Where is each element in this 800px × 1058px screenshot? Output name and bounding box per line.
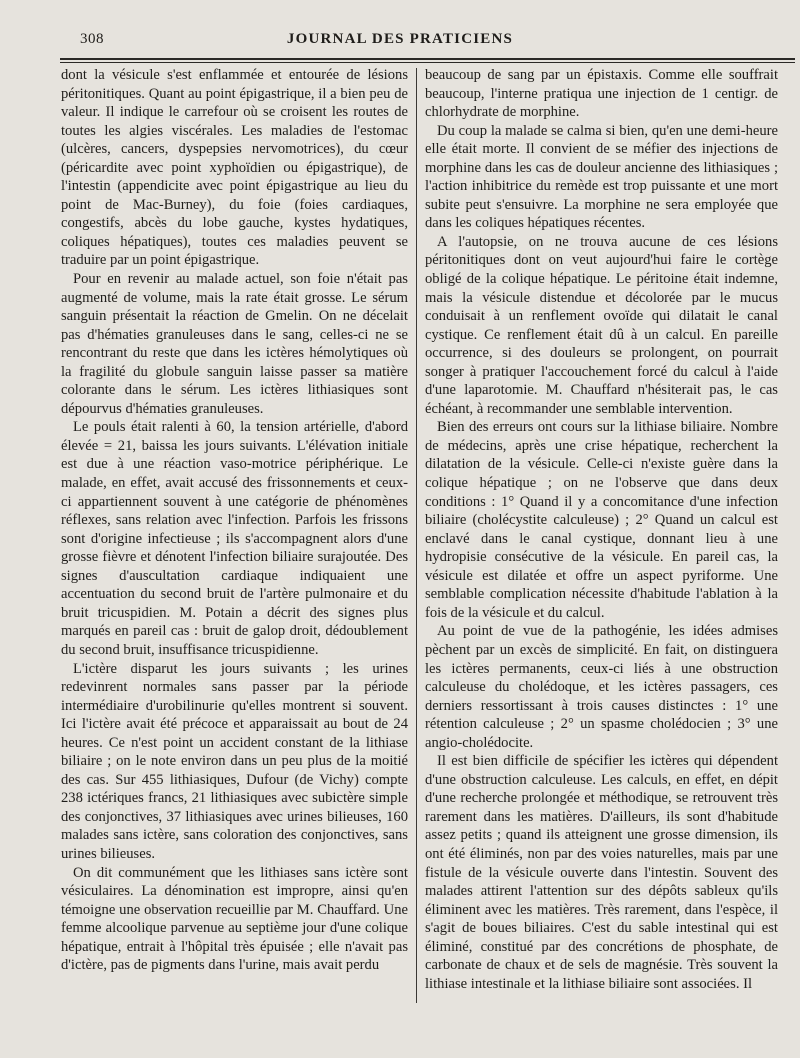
paragraph: Il est bien difficile de spécifier les ictères qui dépendent d'une obstruction calculeuse. Les calculs, en effet, en dépit d'une recherche prolongée et méthodique, se retrouvent très rarement dans les matières. D'ailleurs, ils sont d'habitude assez petits ; quand ils atteignent une grosse dimension, ils ont été éliminés, non par des voies naturelles, mais par une fistule de la vésicule ouverte dans l'intestin. Souvent des malades attirent l'attention sur des dépôts sableux qu'ils éliminent avec les matières. Très rarement, dans l'espèce, il s'agit de boues biliaires. C'est du sable intestinal qui est éliminé, constitué par des concrétions de phosphate, de carbonate de chaux et de sels de magnésie. Très souvent la lithiase intestinale et la lithiase biliaire sont associées. Il (425, 753, 778, 992)
paragraph: dont la vésicule s'est enflammée et entourée de lésions péritonitiques. Quant au point épigastrique, il a bien peu de valeur. Il indique le carrefour où se croisent les routes de toutes les algies viscérales. Les maladies de l'estomac (ulcères, cancers, dyspepsies nervomotrices), du cœur (péricardite avec point xyphoïdien ou épigastrique), de l'intestin (appendicite avec point épigastrique au lieu du point de Mac-Burney), du foie (foies cardiaques, congestifs, abcès du lobe gauche, kystes hydatiques, coliques hépatiques), toutes ces maladies peuvent se traduire par un point épigastrique. (61, 67, 408, 269)
paragraph: Du coup la malade se calma si bien, qu'en une demi-heure elle était morte. Il convient de se méfier des injections de morphine dans les cas de douleur ancienne des lithiasiques ; l'action inhibitrice du remède est trop puissante et une mort subite peut s'ensuivre. La morphine ne sera employée que dans les coliques hépatiques récentes. (425, 122, 778, 232)
column-divider (416, 68, 417, 1003)
paragraph: Bien des erreurs ont cours sur la lithiase biliaire. Nombre de médecins, après une crise hépatique, recherchent la dilatation de la vésicule. Celle-ci n'existe guère dans la colique hépatique ; on ne l'observe que dans deux conditions : 1° Quand il y a concomitance d'une infection biliaire (cholécystite calculeuse) ; 2° Quand un calcul est enclavé dans le canal cystique, donnant lieu à une hydropisie consécutive de la vésicule. En pareil cas, la vésicule est dilatée et offre un aspect pyriforme. Une semblable complication nécessite d'habitude l'ablation à la fois de la vésicule et du calcul. (425, 419, 778, 621)
paragraph: Au point de vue de la pathogénie, les idées admises pèchent par un excès de simplicité. En fait, on distinguera les ictères permanents, ceux-ci liés à une obstruction calculeuse du cholédoque, et les ictères passagers, ces derniers ressortissant à trois causes distinctes : 1° une rétention calculeuse ; 2° un spasme cholédocien ; 3° une angio-cholédocite. (425, 623, 778, 751)
right-column (425, 66, 778, 993)
left-column (61, 66, 408, 975)
paragraph: L'ictère disparut les jours suivants ; les urines redevinrent normales sans passer par la période intermédiaire d'urobilinurie qu'elles montrent si souvent. Ici l'ictère avait été précoce et apparaissait au bout de 24 heures. Ce n'est point un accident constant de la lithiase biliaire ; on le note environ dans un peu plus de la moitié des cas. Sur 455 lithiasiques, Dufour (de Vichy) compte 238 ictériques francs, 21 lithiasiques avec subictère simple des conjonctives, 37 lithiasiques avec urines bilieuses, 160 malades sans ictère, sans coloration des conjonctives, sans urines bilieuses. (61, 660, 408, 862)
paragraph: A l'autopsie, on ne trouva aucune de ces lésions péritonitiques dont on veut aujourd'hui faire le cortège obligé de la colique hépatique. Le péritoine était indemne, mais la vésicule distendue et décolorée par le mucus conduisait à un renflement ovoïde qui dilatait le canal cystique. Ce renflement était dû à un calcul. En pareille occurrence, si des douleurs se prolongent, on pourrait songer à pratiquer l'accouchement forcé du calcul à l'aide d'une laparotomie. M. Chauffard n'hésiterait pas, le cas échéant, à recommander une semblable intervention. (425, 233, 778, 417)
page-number: 308 (80, 31, 104, 47)
paragraph: On dit communément que les lithiases sans ictère sont vésiculaires. La dénomination est impropre, ainsi qu'en témoigne une observation recueillie par M. Chauffard. Une femme alcoolique parvenue au septième jour d'une colique hépatique, entrait à l'hôpital très épuisée ; elle n'avait pas d'ictère, pas de pigments dans l'urine, mais avait perdu (61, 864, 408, 974)
paragraph: beaucoup de sang par un épistaxis. Comme elle souffrait beaucoup, l'interne pratiqua une injection de 1 centigr. de chlorhydrate de morphine. (425, 67, 778, 121)
header-rule-thin (60, 62, 795, 63)
page-header (0, 31, 800, 53)
paragraph: Pour en revenir au malade actuel, son foie n'était pas augmenté de volume, mais la rate était grosse. Le sérum sanguin présentait la réaction de Gmelin. On ne décelait pas d'hématies granuleuses dans le sang, celles-ci ne se rencontrant du reste que dans les ictères hémolytiques où la fragilité du globule sanguin laisse passer sa matière colorante dans le sérum. Les ictères lithiasiques sont dépourvus d'hématies granuleuses. (61, 271, 408, 417)
paragraph: Le pouls était ralenti à 60, la tension artérielle, d'abord élevée = 21, baissa les jours suivants. L'élévation initiale est due à une réaction vaso-motrice périphérique. Le malade, en effet, avait accusé des frissonnements et ceux-ci appartiennent souvent à une catégorie de phénomènes réflexes, sans relation avec l'infection. Parfois les frissons sont d'origine infectieuse ; ils s'accompagnent alors d'une grosse fièvre et dénotent l'infection biliaire surajoutée. Des signes d'auscultation cardiaque indiquaient une accentuation du second bruit de l'artère pulmonaire et du bruit tricuspidien. M. Potain a décrit des signes plus marqués en pareil cas : bruit de galop droit, dédoublement du second bruit, insuffisance tricuspidienne. (61, 419, 408, 658)
running-title: JOURNAL DES PRATICIENS (286, 31, 514, 47)
header-rule (60, 58, 795, 60)
